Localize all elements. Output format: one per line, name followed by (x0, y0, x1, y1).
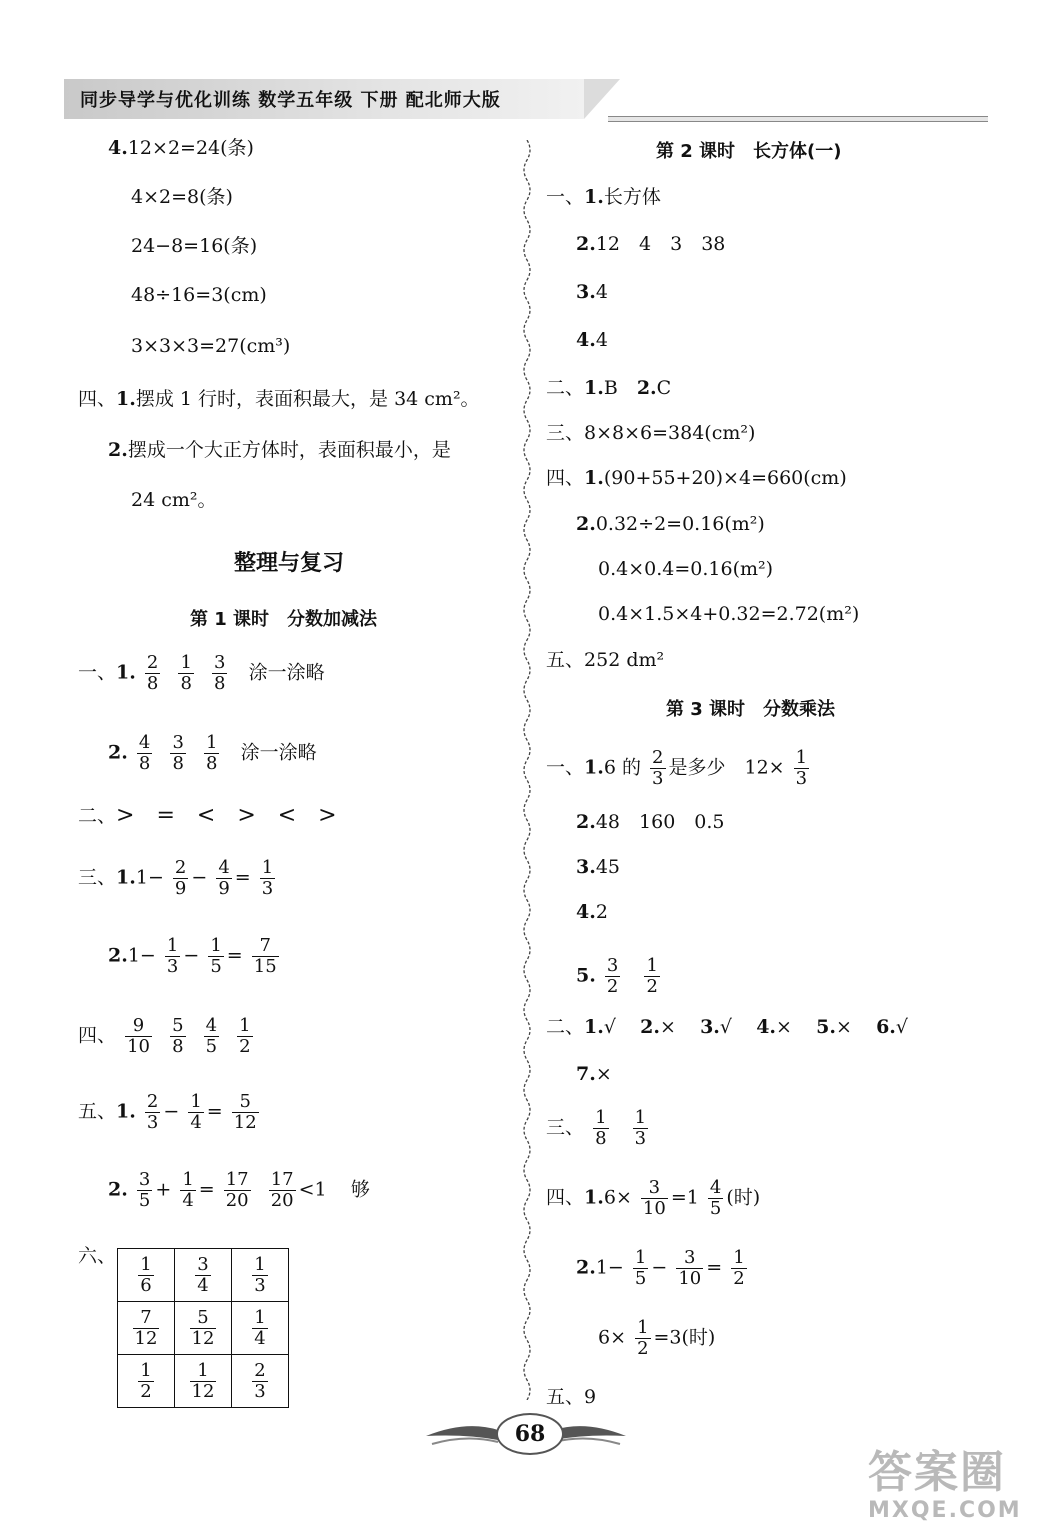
fraction: $\frac{4}{5}$ (205, 1015, 218, 1057)
answer-line: 一、1.长方体 (546, 186, 661, 208)
answer-line: 6× $\frac{1}{2}$ =3(时) (598, 1317, 716, 1359)
answer-line: 五、1. $\frac{2}{3}$ − $\frac{1}{4}$ = $\frac{5}{12}$ (78, 1091, 257, 1133)
grid-cell: $\frac{3}{4}$ (175, 1249, 232, 1302)
fraction: $\frac{2}{9}$ (174, 857, 187, 899)
answer-line: 4×2=8(条) (131, 186, 233, 208)
answer-line: 2.摆成一个大正方体时，表面积最小，是 (108, 439, 451, 461)
fraction: $\frac{2}{8}$ (146, 652, 159, 694)
answer-line: 2. $\frac{4}{8}$ $\frac{3}{8}$ $\frac{1}{8}$ 涂一涂略 (108, 732, 317, 774)
answer-line: 3×3×3=27(cm³) (131, 335, 291, 357)
fraction: $\frac{4}{8}$ (138, 732, 151, 774)
lesson-title: 第 3 课时 分数乘法 (666, 699, 836, 720)
answer-line: 四、1.(90+55+20)×4=660(cm) (546, 467, 847, 489)
answer-line: 2.1− $\frac{1}{3}$ − $\frac{1}{5}$ = $\frac{7}{15}$ (108, 935, 277, 977)
fraction: $\frac{1}{8}$ (180, 652, 192, 694)
grid-cell: $\frac{1}{3}$ (232, 1249, 289, 1302)
lesson-title: 第 2 课时 长方体(一) (656, 141, 842, 162)
answer-line: 二、1.B 2.C (546, 377, 672, 399)
answer-line: 五、252 dm² (546, 649, 665, 671)
answer-line: 2. $\frac{3}{5}$ + $\frac{1}{4}$ = $\frac{17}{20}$ $\frac{17}{20}$ <1 够 (108, 1169, 370, 1211)
fraction: $\frac{1}{4}$ (190, 1091, 202, 1133)
fraction: $\frac{4}{9}$ (218, 857, 230, 899)
answer-line: 2.12 4 3 38 (576, 233, 726, 255)
header-rule (608, 116, 988, 122)
page-number: 68 (496, 1413, 564, 1455)
fraction: $\frac{1}{8}$ (205, 732, 218, 774)
answer-line: 四、1.摆成 1 行时，表面积最大，是 34 cm²。 (78, 388, 480, 410)
answer-line: 3.45 (576, 856, 621, 878)
fraction: $\frac{3}{10}$ (678, 1247, 702, 1289)
answer-line: 一、1.6 的 $\frac{2}{3}$ 是多少 12× $\frac{1}{3}$ (546, 747, 808, 789)
fraction: $\frac{3}{8}$ (172, 732, 184, 774)
answer-line: 2.0.32÷2=0.16(m²) (576, 513, 765, 535)
lesson-title: 第 1 课时 分数加减法 (190, 609, 378, 630)
answer-line: 四、1.6× $\frac{3}{10}$ =1 $\frac{4}{5}$ (时) (546, 1177, 761, 1219)
fraction: $\frac{17}{20}$ (270, 1169, 294, 1211)
grid-cell: $\frac{2}{3}$ (232, 1355, 289, 1408)
answer-line: 三、1.1− $\frac{2}{9}$ − $\frac{4}{9}$ = $\frac{1}{3}$ (78, 857, 274, 899)
fraction: $\frac{1}{4}$ (182, 1169, 194, 1211)
column-divider (519, 140, 535, 1400)
grid-cell: $\frac{1}{2}$ (118, 1355, 175, 1408)
grid-cell: $\frac{1}{12}$ (175, 1355, 232, 1408)
fraction: $\frac{3}{5}$ (138, 1169, 151, 1211)
fraction-grid (117, 1248, 289, 1408)
fraction: $\frac{1}{5}$ (634, 1247, 647, 1289)
grid-cell: $\frac{5}{12}$ (175, 1302, 232, 1355)
fraction: $\frac{5}{8}$ (172, 1015, 184, 1057)
fraction: $\frac{4}{5}$ (709, 1177, 722, 1219)
answer-line: 5. $\frac{3}{2}$ $\frac{1}{2}$ (576, 955, 658, 997)
answer-line: 五、9 (546, 1386, 597, 1408)
fraction: $\frac{2}{3}$ (146, 1091, 159, 1133)
section-title: 整理与复习 (234, 551, 345, 576)
fraction: $\frac{1}{2}$ (646, 955, 658, 997)
answer-line: 三、 $\frac{1}{8}$ $\frac{1}{3}$ (546, 1107, 647, 1149)
answer-line: 二、1.√ 2.× 3.√ 4.× 5.× 6.√ (546, 1016, 909, 1038)
answer-line: 4.2 (576, 901, 608, 923)
fraction: $\frac{1}{2}$ (637, 1317, 649, 1359)
answer-line: 二、> = < > < > (78, 803, 337, 828)
fraction: $\frac{1}{5}$ (210, 935, 222, 977)
fraction: $\frac{1}{8}$ (595, 1107, 607, 1149)
fraction: $\frac{17}{20}$ (225, 1169, 249, 1211)
answer-line: 2.48 160 0.5 (576, 811, 725, 833)
fraction: $\frac{3}{10}$ (642, 1177, 666, 1219)
answer-line: 3.4 (576, 281, 608, 303)
answer-line: 4.12×2=24(条) (108, 137, 254, 159)
answer-line: 2.1− $\frac{1}{5}$ − $\frac{3}{10}$ = $\frac{1}{2}$ (576, 1247, 745, 1289)
header-bar-tail (584, 79, 620, 119)
grid-cell: $\frac{1}{6}$ (118, 1249, 175, 1302)
grid-cell: $\frac{7}{12}$ (118, 1302, 175, 1355)
answer-line: 48÷16=3(cm) (131, 284, 267, 306)
fraction: $\frac{2}{3}$ (652, 747, 664, 789)
fraction: $\frac{1}{3}$ (166, 935, 179, 977)
fraction: $\frac{9}{10}$ (127, 1015, 150, 1057)
watermark-logo: 答案圈 MXQE.COM (868, 1447, 1022, 1523)
fraction: $\frac{3}{2}$ (606, 955, 619, 997)
answer-line: 7.× (576, 1063, 612, 1085)
fraction: $\frac{1}{3}$ (261, 857, 274, 899)
fraction: $\frac{3}{8}$ (214, 652, 226, 694)
answer-line: 一、1. $\frac{2}{8}$ $\frac{1}{8}$ $\frac{3}{8}$ 涂一涂略 (78, 652, 325, 694)
answer-line: 4.4 (576, 329, 608, 351)
grid-cell: $\frac{1}{4}$ (232, 1302, 289, 1355)
fraction: $\frac{7}{15}$ (253, 935, 277, 977)
answer-line: 0.4×0.4=0.16(m²) (598, 558, 774, 580)
fraction: $\frac{1}{2}$ (239, 1015, 251, 1057)
book-title: 同步导学与优化训练 数学五年级 下册 配北师大版 (80, 90, 501, 111)
answer-line: 24−8=16(条) (131, 235, 258, 257)
fraction: $\frac{1}{3}$ (634, 1107, 647, 1149)
fraction: $\frac{1}{2}$ (733, 1247, 745, 1289)
answer-line: 三、8×8×6=384(cm²) (546, 422, 756, 444)
answer-line: 24 cm²。 (131, 489, 217, 511)
answer-line: 0.4×1.5×4+0.32=2.72(m²) (598, 603, 860, 625)
answer-prefix: 六、 (78, 1245, 117, 1267)
fraction: $\frac{1}{3}$ (795, 747, 808, 789)
fraction: $\frac{5}{12}$ (233, 1091, 257, 1133)
answer-line: 四、 $\frac{9}{10}$ $\frac{5}{8}$ $\frac{4}{5}$ $\frac{1}{2}$ (78, 1015, 251, 1057)
